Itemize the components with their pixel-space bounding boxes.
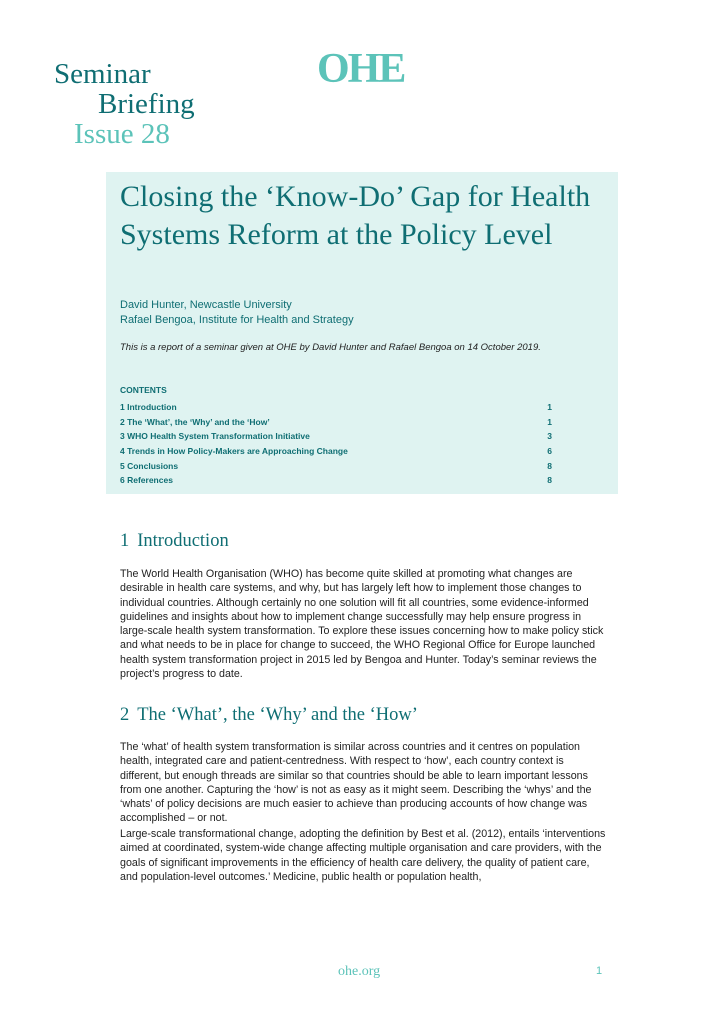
- footer-url[interactable]: ohe.org: [338, 964, 381, 979]
- author-2: Rafael Bengoa, Institute for Health and Strategy: [120, 314, 354, 326]
- toc-label: 5 Conclusions: [120, 460, 179, 471]
- contents-heading: CONTENTS: [120, 385, 167, 395]
- toc-label: 6 References: [120, 475, 173, 486]
- toc-item[interactable]: [120, 459, 552, 474]
- paragraph: The ‘what’ of health system transformation is similar across countries and it centres on population health, integrated care and patient-centredness. With respect to ‘how’, each country context is different, but enough threads are similar so that countries should be able to learn important lessons from one another. Capturing the ‘how’ is not as easy as it might seem. Describing the ‘whys’ and the ‘whats’ of policy decisions are much easier to achieve than producing accounts of how change was accomplished – or not.: [120, 741, 592, 825]
- toc-item[interactable]: [120, 400, 552, 415]
- masthead-seminar: Seminar: [54, 58, 151, 90]
- toc-label: 2 The ‘What’, the ‘Why’ and the ‘How’: [120, 416, 270, 427]
- table-of-contents: [120, 385, 552, 488]
- ohe-logo: OHE: [317, 46, 405, 92]
- section-title: The ‘What’, the ‘Why’ and the ‘How’: [137, 705, 418, 725]
- masthead-issue: Issue 28: [74, 118, 170, 150]
- section-heading-what-why-how: [120, 705, 418, 726]
- page-number: 1: [596, 965, 603, 977]
- section-heading-introduction: [120, 531, 229, 552]
- toc-label: 1 Introduction: [120, 402, 177, 412]
- toc-page: 8: [547, 475, 552, 486]
- toc-page: 1: [547, 416, 552, 427]
- section-number: 2: [120, 705, 130, 725]
- toc-page: 6: [547, 446, 552, 457]
- toc-page: 1: [547, 402, 552, 412]
- authors: [120, 298, 354, 328]
- paragraph: Large-scale transformational change, adopting the definition by Best et al. (2012), entails ‘interventions aimed at coordinated, system-wide change affecting multiple organisation and care providers, with the goals of significant improvements in the efficiency of health care delivery, the quality of patient care, and population-level outcomes.’ Medicine, public health or population health,: [120, 828, 606, 883]
- toc-label: 3 WHO Health System Transformation Initiative: [120, 431, 310, 442]
- toc-item[interactable]: [120, 429, 552, 444]
- toc-label: 4 Trends in How Policy-Makers are Approaching Change: [120, 446, 348, 457]
- section-title: Introduction: [137, 531, 229, 551]
- author-1: David Hunter, Newcastle University: [120, 299, 292, 311]
- toc-page: 8: [547, 460, 552, 471]
- report-note: This is a report of a seminar given at OHE by David Hunter and Rafael Bengoa on 14 October 2019.: [120, 342, 541, 353]
- toc-item[interactable]: [120, 444, 552, 459]
- toc-item[interactable]: [120, 473, 552, 488]
- paragraph: The World Health Organisation (WHO) has become quite skilled at promoting what changes are desirable in health care systems, and why, but has largely left how to implement those changes to individual countries. Although certainly no one solution will fit all countries, some evidence-informed guidelines and insights about how to implement change successfully may help ensure progress in large-scale health system transformation. To explore these issues concerning how to make policy stick and what needs to be in place for change to succeed, the WHO Regional Office for Europe launched health system transformation project in 2015 led by Bengoa and Hunter. Today’s seminar reviews the project’s progress to date.: [120, 568, 604, 681]
- masthead: [54, 60, 195, 149]
- toc-page: 3: [547, 431, 552, 442]
- section-number: 1: [120, 531, 130, 551]
- title-panel: [106, 172, 618, 494]
- toc-item[interactable]: [120, 415, 552, 430]
- masthead-briefing: Briefing: [98, 88, 195, 120]
- document-title: Closing the ‘Know-Do’ Gap for Health Systems Reform at the Policy Level: [120, 180, 591, 251]
